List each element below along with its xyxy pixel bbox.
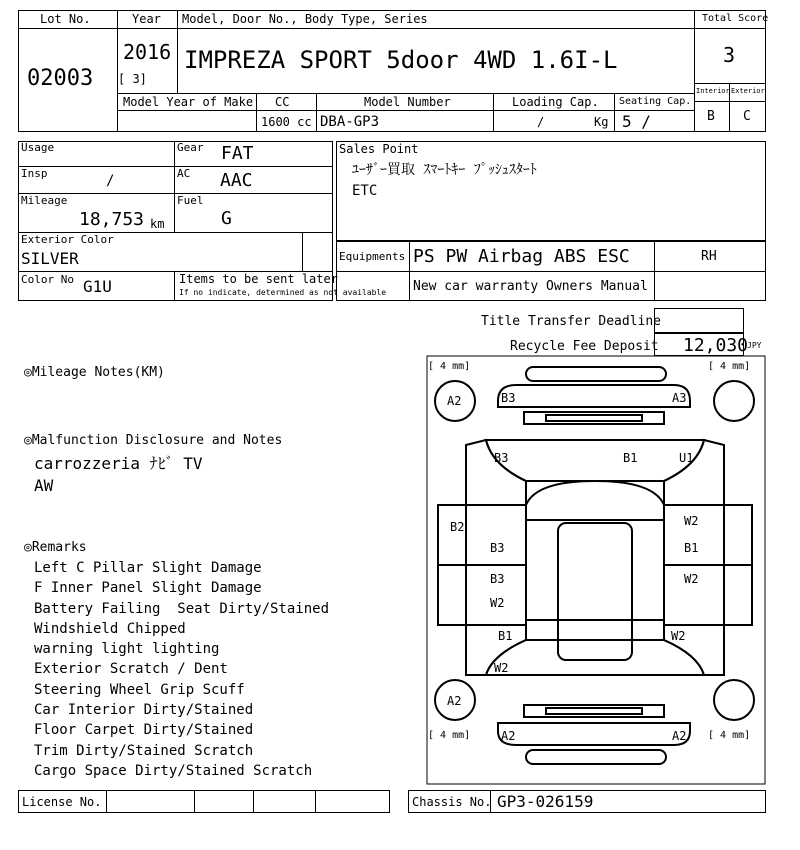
- lot-number: 02003: [27, 66, 94, 91]
- mark-hood-right: B1: [623, 451, 638, 465]
- interior-label: Interior: [696, 87, 730, 95]
- malfunction-line: AW: [34, 476, 54, 495]
- exterior-color-value: SILVER: [21, 249, 79, 268]
- title-transfer-label: Title Transfer Deadline: [481, 314, 662, 329]
- rear-bumper: [498, 723, 690, 745]
- chassis-label: Chassis No.: [412, 795, 492, 809]
- cc-label: CC: [275, 95, 290, 109]
- remark-item: Battery Failing Seat Dirty/Stained: [34, 600, 330, 617]
- hood: [486, 440, 704, 481]
- sales-point-line2: ETC: [352, 183, 378, 199]
- insp-label: Insp: [21, 167, 48, 180]
- front-grille-inner: [546, 415, 642, 421]
- mark-rear-left-wheel: A2: [447, 694, 462, 708]
- tire-depth-front-right: [ 4 mm]: [708, 361, 751, 372]
- recycle-box: [654, 333, 749, 356]
- insp-value: /: [106, 173, 115, 189]
- loading-value: /: [537, 115, 545, 129]
- items-note: If no indicate, determined as not available: [179, 288, 387, 297]
- sales-point-line1: ﾕｰｻﾞｰ買取 ｽﾏｰﾄｷｰ ﾌﾟｯｼｭｽﾀｰﾄ: [352, 162, 537, 178]
- fender-front-left: [466, 440, 526, 505]
- mark-rear-left-2: W2: [494, 661, 509, 675]
- mark-roof-left-2: B3: [490, 572, 505, 586]
- mileage-unit: km: [150, 217, 165, 231]
- mark-fender-right: U1: [679, 451, 694, 465]
- remark-item: Exterior Scratch / Dent: [34, 661, 228, 678]
- mileage-label: Mileage: [21, 194, 68, 207]
- tire-depth-front-left: [ 4 mm]: [428, 361, 471, 372]
- loading-unit: Kg: [594, 115, 609, 129]
- roof-area: [526, 520, 664, 620]
- fuel-value: G: [221, 208, 232, 229]
- mileage-notes-title: ◎Mileage Notes(KM): [24, 365, 165, 380]
- mark-rear-right: W2: [671, 629, 686, 643]
- gear-label: Gear: [177, 141, 204, 154]
- mark-left-side: B2: [450, 520, 465, 534]
- mark-front-bumper-left: B3: [501, 391, 516, 405]
- remark-item: Cargo Space Dirty/Stained Scratch: [34, 762, 313, 779]
- mark-rear-bumper-left: A2: [501, 729, 516, 743]
- remark-item: Floor Carpet Dirty/Stained: [34, 722, 254, 739]
- fender-front-right: [664, 440, 724, 505]
- remark-item: Left C Pillar Slight Damage: [34, 560, 262, 576]
- mark-front-left-wheel: A2: [447, 394, 462, 408]
- remark-item: warning light lighting: [34, 641, 220, 658]
- mark-rear-bumper-right: A2: [672, 729, 687, 743]
- mark-hood-left: B3: [494, 451, 509, 465]
- color-no-label: Color No: [21, 273, 74, 286]
- equipments-label: Equipments: [339, 250, 406, 263]
- ac-label: AC: [177, 167, 191, 180]
- model-label: Model, Door No., Body Type, Series: [182, 12, 428, 26]
- wheel-rear-right: [714, 680, 754, 720]
- items-label: Items to be sent later: [179, 272, 338, 286]
- rear-bottom-bar: [526, 750, 666, 764]
- year-sub: [ 3]: [118, 72, 147, 86]
- tire-depth-rear-left: [ 4 mm]: [428, 730, 471, 741]
- steering-value: RH: [701, 249, 717, 264]
- remark-item: F Inner Panel Slight Damage: [34, 580, 262, 597]
- gear-value: FAT: [221, 143, 254, 164]
- lot-label: Lot No.: [40, 12, 91, 26]
- warranty-value: New car warranty Owners Manual: [413, 279, 648, 294]
- exterior-label: Exterior: [731, 87, 765, 95]
- total-score-label: Total Score: [702, 13, 769, 24]
- sales-point-box: [336, 141, 766, 241]
- license-label: License No.: [22, 795, 102, 809]
- front-bumper: [498, 385, 690, 407]
- ac-value: AAC: [220, 170, 253, 191]
- mark-rear-left-1: B1: [498, 629, 513, 643]
- exterior-color-label: Exterior Color: [21, 233, 114, 246]
- tire-depth-rear-right: [ 4 mm]: [708, 730, 751, 741]
- cc-value: 1600 cc: [261, 115, 312, 129]
- model-year-label: Model Year of Make: [123, 95, 254, 109]
- color-no-value: G1U: [83, 277, 112, 296]
- chassis-value: GP3-026159: [497, 792, 594, 811]
- total-score-value: 3: [723, 43, 736, 67]
- usage-label: Usage: [21, 141, 55, 154]
- equipments-value: PS PW Airbag ABS ESC: [413, 246, 630, 267]
- mark-right-side-3: W2: [684, 572, 699, 586]
- title-transfer-box: [654, 308, 744, 333]
- remarks-title: ◎Remarks: [24, 540, 87, 555]
- remarks-list: [34, 558, 404, 781]
- remark-item: Trim Dirty/Stained Scratch: [34, 742, 254, 759]
- mark-right-side-2: B1: [684, 541, 699, 555]
- windshield: [526, 481, 664, 520]
- sales-point-label: Sales Point: [339, 142, 419, 156]
- car-condition-diagram: [426, 355, 766, 785]
- wheel-front-right: [714, 381, 754, 421]
- mileage-value: 18,753: [79, 209, 145, 230]
- exterior-score: C: [743, 109, 751, 124]
- remark-item: Car Interior Dirty/Stained: [34, 702, 254, 719]
- model-number-value: DBA-GP3: [320, 114, 380, 130]
- recycle-value: 12,030: [683, 335, 749, 356]
- mark-roof-left-1: B3: [490, 541, 505, 555]
- year-label: Year: [132, 12, 161, 26]
- model-number-label: Model Number: [364, 95, 451, 109]
- front-top-bar: [526, 367, 666, 381]
- recycle-label: Recycle Fee Deposit: [510, 339, 659, 354]
- year-value: 2016: [123, 40, 172, 64]
- mark-roof-left-3: W2: [490, 596, 505, 610]
- remark-item: Steering Wheel Grip Scuff: [34, 681, 245, 698]
- mark-right-side-1: W2: [684, 514, 699, 528]
- interior-score: B: [707, 109, 715, 124]
- mark-front-bumper-right: A3: [672, 391, 687, 405]
- trunk: [486, 640, 704, 675]
- rear-grille-inner: [546, 708, 642, 714]
- model-value: IMPREZA SPORT 5door 4WD 1.6I-L: [184, 46, 618, 74]
- remark-item: Windshield Chipped: [34, 620, 186, 637]
- fuel-label: Fuel: [177, 194, 204, 207]
- malfunction-title: ◎Malfunction Disclosure and Notes: [24, 433, 283, 448]
- recycle-unit: JPY: [747, 341, 762, 350]
- malfunction-line: carrozzeria ﾅﾋﾞ TV: [34, 454, 203, 473]
- loading-label: Loading Cap.: [512, 95, 599, 109]
- seating-value: 5 /: [622, 112, 651, 131]
- seating-label: Seating Cap.: [619, 96, 692, 107]
